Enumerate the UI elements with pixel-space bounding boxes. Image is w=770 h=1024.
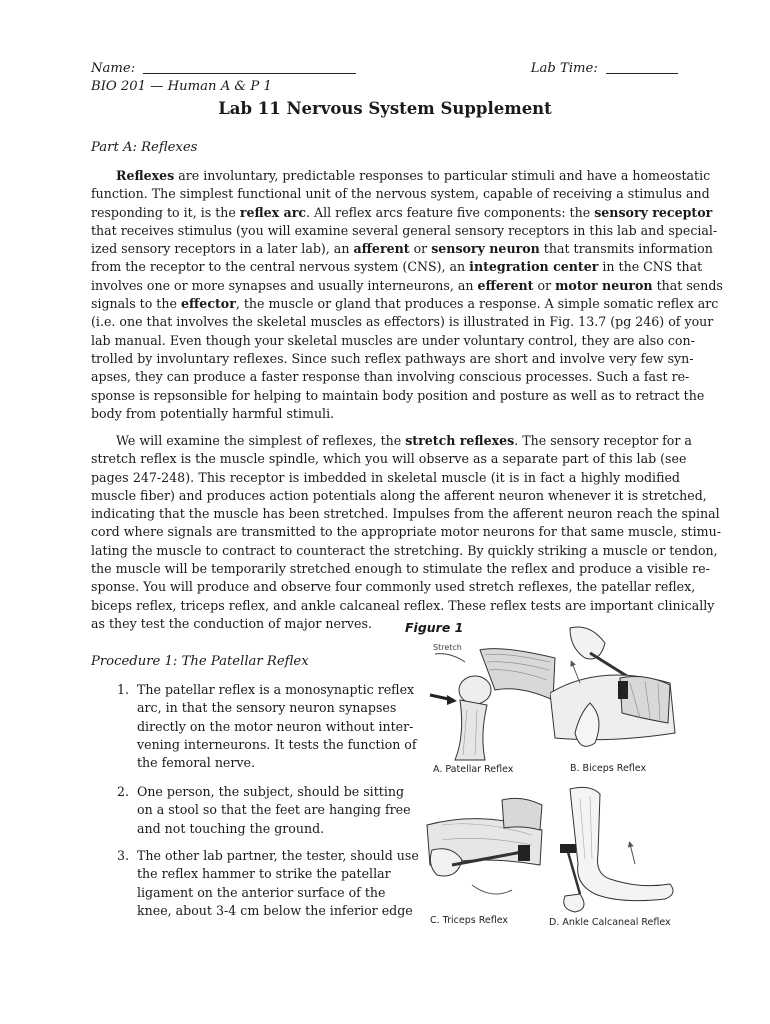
step-text-line: The patellar reflex is a monosynaptic reflex — [137, 682, 415, 697]
step-text-line: on a stool so that the feet are hanging free — [137, 802, 411, 818]
lab-time-field — [531, 61, 678, 76]
step-text-line: the reflex hammer to strike the patellar — [137, 866, 391, 882]
text-segment: or — [533, 277, 556, 293]
text-line — [91, 523, 721, 541]
text-line — [91, 313, 714, 331]
text-segment: We will examine the simplest of reflexes, the — [116, 433, 406, 448]
text-line — [91, 368, 690, 386]
biceps-reflex-illustration — [550, 623, 680, 763]
text-line — [91, 542, 718, 560]
text-line — [91, 405, 680, 423]
text-line — [91, 295, 719, 313]
caption-patellar: A. Patellar Reflex — [433, 764, 514, 775]
text-line — [91, 505, 720, 523]
name-blank-line — [143, 61, 356, 74]
text-segment: lab manual. Even though your skeletal muscles are under voluntary control, they are also con- — [91, 332, 695, 348]
course-label: BIO 201 — Human A & P 1 — [91, 79, 272, 94]
key-term: integration center — [469, 259, 599, 275]
text-line — [91, 469, 680, 487]
key-term: motor neuron — [555, 277, 653, 293]
text-line — [91, 560, 710, 578]
text-segment: indicating that the muscle has been stretched. Impulses from the afferent neuron reach the spinal — [91, 506, 720, 522]
text-line — [91, 222, 718, 240]
step-text-line: ligament on the anterior surface of the — [137, 884, 386, 900]
text-line — [91, 432, 692, 450]
text-line — [91, 578, 696, 596]
step-number: 1. — [117, 682, 130, 697]
step-number: 3. — [117, 848, 130, 863]
text-segment: ized sensory receptors in a later lab), an — [91, 241, 354, 257]
text-segment: are involuntary, predictable responses to particular stimuli and have a homeostatic — [174, 168, 711, 183]
text-line — [91, 332, 695, 350]
step-text-line: The other lab partner, the tester, should use — [137, 848, 419, 863]
key-term: Reflexes — [116, 168, 175, 183]
text-line — [91, 387, 705, 405]
caption-biceps: B. Biceps Reflex — [570, 763, 647, 774]
lab-time-label: Lab Time: — [530, 61, 598, 76]
triceps-reflex-illustration — [422, 790, 557, 915]
key-term: afferent — [353, 241, 410, 257]
step-text — [137, 847, 419, 920]
text-line — [91, 450, 687, 468]
text-line — [91, 258, 703, 276]
step-text-line: and not touching the ground. — [137, 820, 325, 836]
text-segment: . All reflex arcs feature five components: the — [306, 204, 595, 220]
step-text-line: directly on the motor neuron without inter- — [137, 718, 414, 734]
key-term: sensory neuron — [431, 241, 540, 257]
page-title: Lab 11 Nervous System Supplement — [218, 99, 552, 118]
text-line — [91, 277, 723, 295]
key-term: effector — [180, 296, 236, 312]
text-segment: function. The simplest functional unit of the nervous system, capable of receiving a stimulus and — [91, 186, 710, 202]
text-segment: as they test the conduction of major nerves. — [91, 615, 372, 631]
paragraph-reflexes — [91, 167, 723, 423]
text-segment: pages 247-248). This receptor is imbedded in skeletal muscle (it is in fact a highly modified — [91, 469, 680, 485]
text-line — [91, 597, 715, 615]
key-term: sensory receptor — [594, 204, 713, 220]
text-segment: signals to the — [91, 296, 181, 312]
text-segment: lating the muscle to contract to counteract the stretching. By quickly striking a muscle or tendon, — [91, 542, 718, 558]
caption-triceps: C. Triceps Reflex — [430, 915, 508, 926]
text-segment: that transmits information — [539, 241, 713, 257]
text-segment: . The sensory receptor for a — [514, 433, 692, 448]
text-segment: in the CNS that — [598, 259, 703, 275]
text-segment: stretch reflex is the muscle spindle, which you will observe as a separate part of this lab (see — [91, 451, 687, 467]
section-heading-part-a: Part A: Reflexes — [91, 140, 198, 155]
text-line — [91, 167, 711, 185]
step-text-line: the femoral nerve. — [137, 755, 255, 771]
stretch-label: Stretch — [433, 643, 462, 652]
text-segment: biceps reflex, triceps reflex, and ankle calcaneal reflex. These reflex tests are important clinically — [91, 597, 715, 613]
text-segment: that receives stimulus (you will examine several general sensory receptors in this lab and special- — [91, 222, 718, 238]
text-line — [91, 487, 707, 505]
step-text — [137, 783, 411, 838]
text-segment: muscle fiber) and produces action potentials along the afferent neuron whenever it is stretched, — [91, 487, 707, 503]
name-field — [91, 61, 356, 76]
key-term: efferent — [477, 277, 534, 293]
step-text-line: vening interneurons. It tests the function of — [137, 736, 417, 752]
text-segment: or — [409, 241, 432, 257]
text-segment: sponse is repsonsible for helping to maintain body position and posture as well as to retract the — [91, 387, 705, 403]
caption-ankle: D. Ankle Calcaneal Reflex — [549, 917, 671, 928]
step-text-line: arc, in that the sensory neuron synapses — [137, 700, 397, 716]
text-segment: the muscle will be temporarily stretched enough to stimulate the reflex and produce a visible re- — [91, 561, 710, 577]
step-text — [137, 681, 417, 772]
text-segment: involves one or more synapses and usually interneurons, an — [91, 277, 478, 293]
text-segment: that sends — [652, 277, 723, 293]
step-number: 2. — [117, 784, 130, 799]
patellar-reflex-illustration — [425, 640, 560, 765]
text-line — [91, 204, 713, 222]
figure-title: Figure 1 — [405, 620, 464, 635]
text-segment: from the receptor to the central nervous system (CNS), an — [91, 259, 470, 275]
ankle-reflex-illustration — [550, 784, 685, 919]
key-term: stretch reflexes — [405, 433, 515, 448]
text-line — [91, 185, 710, 203]
figure-1 — [400, 618, 685, 938]
key-term: reflex arc — [239, 204, 307, 220]
text-segment: sponse. You will produce and observe four commonly used stretch reflexes, the patellar reflex, — [91, 579, 696, 595]
text-segment: (i.e. one that involves the skeletal muscles as effectors) is illustrated in Fig. 13.7 (pg 246) of your — [91, 314, 714, 330]
text-segment: , the muscle or gland that produces a response. A simple somatic reflex arc — [235, 296, 719, 312]
text-segment: trolled by involuntary reflexes. Since such reflex pathways are short and involve very few syn- — [91, 350, 694, 366]
text-segment: cord where signals are transmitted to the appropriate motor neurons for that same muscle, stimu- — [91, 524, 721, 540]
paragraph-stretch-reflexes — [91, 432, 721, 633]
text-segment: responding to it, is the — [91, 204, 240, 220]
procedure-heading: Procedure 1: The Patellar Reflex — [91, 654, 309, 669]
name-label: Name: — [91, 61, 136, 76]
text-line — [91, 350, 694, 368]
step-text-line: knee, about 3-4 cm below the inferior edge — [137, 902, 413, 918]
step-text-line: One person, the subject, should be sitting — [137, 784, 405, 799]
text-segment: apses, they can produce a faster response than involving conscious processes. Such a fast re- — [91, 369, 690, 385]
text-line — [91, 240, 713, 258]
text-segment: body from potentially harmful stimuli. — [91, 405, 335, 421]
lab-time-blank-line — [606, 61, 678, 74]
